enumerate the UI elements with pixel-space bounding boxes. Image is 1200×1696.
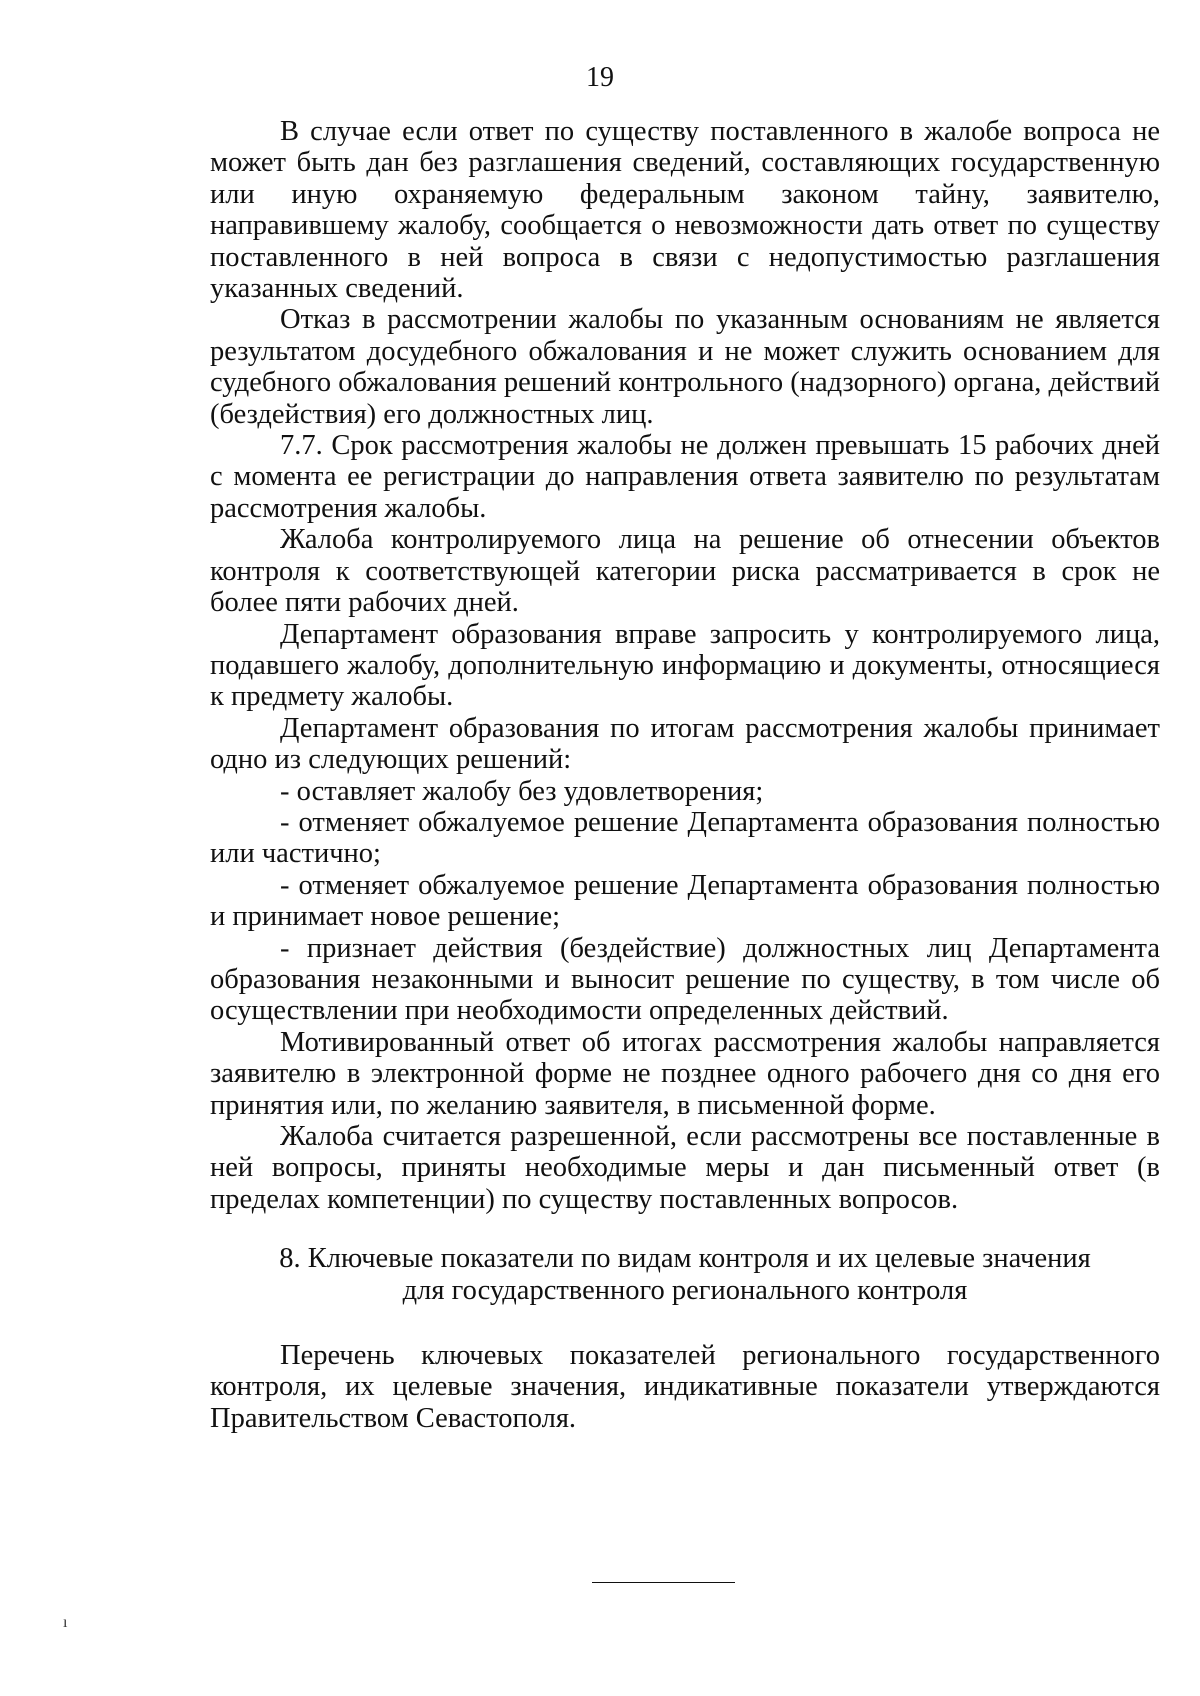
paragraph-secret-info: В случае если ответ по существу поставленного в жалобе вопроса не может быть дан без разглашения сведений, составляющих государственную или иную охраняемую федеральным законом тайну, заявителю, направившему жалобу, сообщается о невозможности дать ответ по существу поставленного в ней вопроса в связи с недопустимостью разглашения указанных сведений. [210, 116, 1160, 305]
scan-artifact-mark: ı [63, 1614, 68, 1631]
paragraph-key-indicators: Перечень ключевых показателей регионального государственного контроля, их целевые значения, индикативные показатели утверждаются Правительством Севастополя. [210, 1340, 1160, 1434]
section-heading [210, 1243, 1160, 1306]
separator-line [592, 1582, 735, 1583]
paragraph-refusal: Отказ в рассмотрении жалобы по указанным основаниям не является результатом досудебного обжалования и не может служить основанием для судебного обжалования решений контрольного (надзорного) органа, действий (бездействия) его должностных лиц. [210, 304, 1160, 430]
page-number: 19 [586, 62, 614, 93]
paragraph-decisions-intro: Департамент образования по итогам рассмотрения жалобы принимает одно из следующих решений: [210, 712, 1160, 776]
paragraph-resolved: Жалоба считается разрешенной, если рассмотрены все поставленные в ней вопросы, приняты необходимые меры и дан письменный ответ (в пределах компетенции) по существу поставленных вопросов. [210, 1121, 1160, 1215]
list-item: - отменяет обжалуемое решение Департамента образования полностью и принимает новое решение; [210, 869, 1160, 933]
list-item: - признает действия (бездействие) должностных лиц Департамента образования незаконными и выносит решение по существу, в том числе об осуществлении при необходимости определенных действий. [210, 932, 1160, 1027]
paragraph-motivated-answer: Мотивированный ответ об итогах рассмотрения жалобы направляется заявителю в электронной форме не позднее одного рабочего дня со дня его принятия или, по желанию заявителя, в письменной форме. [210, 1026, 1160, 1121]
section-heading-line2: для государственного регионального контроля [402, 1274, 968, 1306]
list-item: - оставляет жалобу без удовлетворения; [280, 775, 764, 807]
paragraph-review-term: 7.7. Срок рассмотрения жалобы не должен превышать 15 рабочих дней с момента ее регистрации до направления ответа заявителю по результатам рассмотрения жалобы. [210, 430, 1160, 524]
list-item: - отменяет обжалуемое решение Департамента образования полностью или частично; [210, 806, 1160, 870]
section-heading-line1: 8. Ключевые показатели по видам контроля и их целевые значения [279, 1243, 1091, 1275]
paragraph-request-info: Департамент образования вправе запросить у контролируемого лица, подавшего жалобу, дополнительную информацию и документы, относящиеся к предмету жалобы. [210, 618, 1160, 713]
paragraph-risk-category: Жалоба контролируемого лица на решение об отнесении объектов контроля к соответствующей категории риска рассматривается в срок не более пяти рабочих дней. [210, 524, 1160, 619]
document-body [210, 116, 1160, 1434]
